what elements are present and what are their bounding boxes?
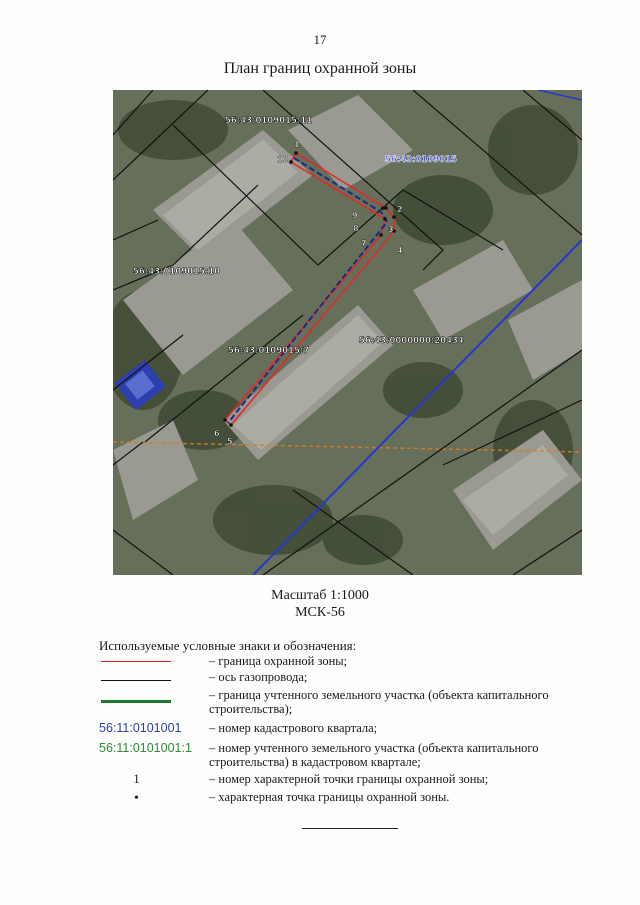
point-label-4: 4 — [397, 246, 403, 255]
parcel-label-10: 56:43:0109015:10 — [133, 267, 221, 277]
point-label-8: 8 — [353, 224, 359, 233]
point-label-7: 7 — [361, 239, 367, 248]
point-label-9: 9 — [352, 211, 358, 220]
legend-item-parcel-number — [99, 741, 599, 771]
legend-desc: – ось газопровода; — [209, 670, 308, 684]
legend-item-characteristic-point — [99, 790, 599, 804]
legend-item-parcel-boundary — [99, 688, 599, 718]
legend-desc: – номер кадастрового квартала; — [209, 721, 378, 735]
coordinate-system: МСК-56 — [295, 605, 345, 620]
legend-desc: – номер учтенного земельного участка (объекта капитального строительства) в кадастровом квартале; — [209, 741, 539, 769]
map-scale: Масштаб 1:1000 — [271, 588, 369, 603]
legend-black-line-symbol — [101, 680, 171, 681]
legend-quarter-symbol: 56:11:0101001 — [99, 721, 182, 735]
legend-desc: – граница охранной зоны; — [209, 654, 348, 668]
legend-item-zone-boundary — [99, 654, 599, 668]
plan-title: План границ охранной зоны — [223, 60, 417, 77]
legend-heading: Используемые условные знаки и обозначения: — [99, 638, 357, 653]
legend-point-number-symbol: 1 — [133, 772, 140, 786]
point-label-5: 5 — [227, 437, 233, 446]
point-label-1: 1 — [294, 140, 300, 149]
point-label-2: 2 — [397, 205, 403, 214]
point-label-3: 3 — [388, 225, 394, 234]
parcel-label-7: 56:43:0109015:7 — [228, 346, 310, 356]
legend-parcel-symbol: 56:11:0101001:1 — [99, 741, 192, 755]
legend-desc: – характерная точка границы охранной зоны. — [209, 790, 450, 804]
end-rule-divider — [302, 828, 398, 829]
legend-dot-symbol: • — [134, 791, 139, 806]
legend-item-quarter-number — [99, 721, 599, 735]
legend-desc: – граница учтенного земельного участка (объекта капитального строительства); — [209, 688, 549, 716]
legend-red-line-symbol — [101, 661, 171, 662]
parcel-label-20434: 56:43:0000000:20434 — [359, 336, 464, 346]
point-label-10: 10 — [277, 155, 289, 164]
legend-item-point-number — [99, 772, 599, 786]
protection-zone-map — [113, 90, 582, 575]
parcel-label-11: 56:43:0109015:11 — [225, 116, 313, 126]
legend-desc: – номер характерной точки границы охранной зоны; — [209, 772, 489, 786]
quarter-label: 56:43:0109015 — [385, 155, 457, 165]
point-label-6: 6 — [214, 429, 220, 438]
legend-item-pipeline-axis — [99, 670, 599, 684]
page-number: 17 — [313, 32, 327, 47]
legend-green-line-symbol — [101, 700, 171, 703]
